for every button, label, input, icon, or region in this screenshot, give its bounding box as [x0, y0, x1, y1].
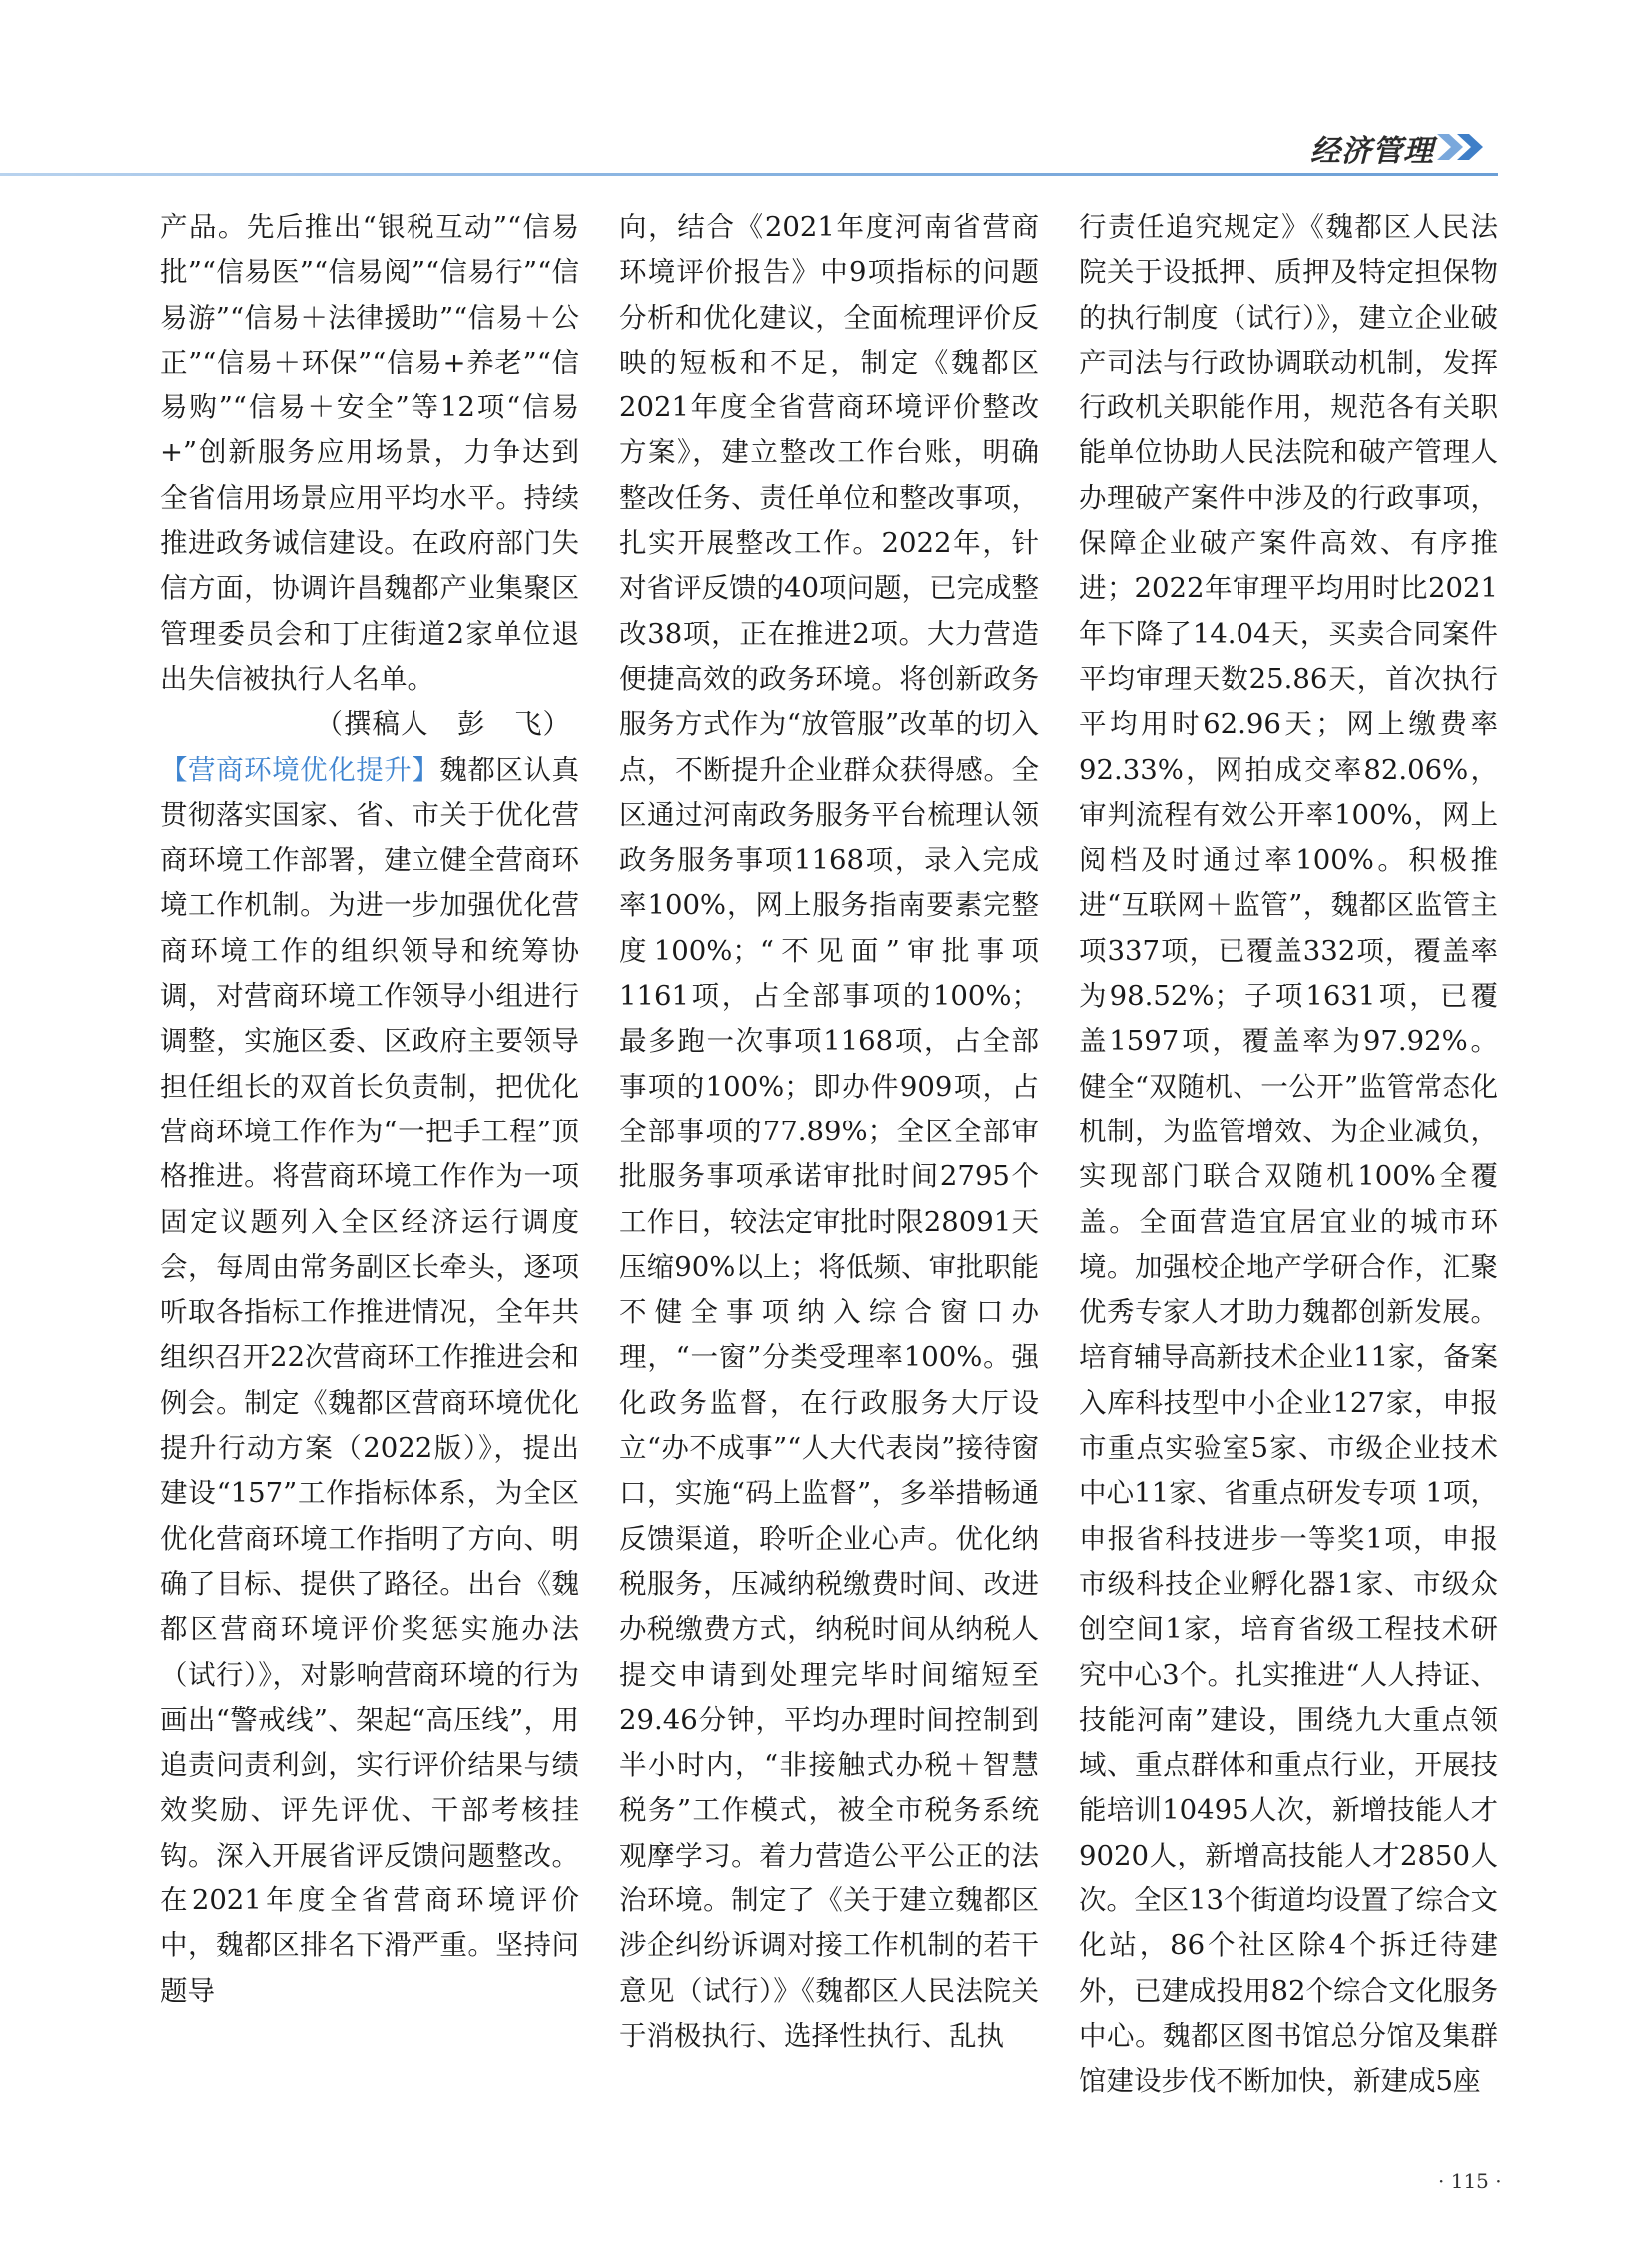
text-column-1: [160, 205, 579, 2014]
section-heading: 【营商环境优化提升】: [160, 753, 440, 786]
section-title: 经济管理: [1310, 134, 1434, 169]
author-byline: （撰稿人 彭 飞）: [315, 708, 571, 741]
page-number: · 115 ·: [1438, 2169, 1502, 2193]
paragraph-text: 魏都区认真贯彻落实国家、省、市关于优化营商环境工作部署，建立健全营商环境工作机制。为进一步加强优化营商环境工作的组织领导和统筹协调，对营商环境工作领导小组进行调整，实施区委、区政府主要领导担任组长的双首长负责制，把优化营商环境工作作为“一把手工程”顶格推进。将营商环境工作作为一项固定议题列入全区经济运行调度会，每周由常务副区长牵头，逐项听取各指标工作推进情况，全年共组织召开22次营商环工作推进会和例会。制定《魏都区营商环境优化提升行动方案（2022版）》，提出建设“157”工作指标体系，为全区优化营商环境工作指明了方向、明确了目标、提供了路径。出台《魏都区营商环境评价奖惩实施办法（试行）》，对影响营商环境的行为画出“警戒线”、架起“高压线”，用追责问责利剑，实行评价结果与绩效奖励、评先评优、干部考核挂钩。深入开展省评反馈问题整改。在2021年度全省营商环境评价中，魏都区排名下滑严重。坚持问题导: [160, 753, 580, 2007]
paragraph: 产品。先后推出“银税互动”“信易批”“信易医”“信易阅”“信易行”“信易游”“信易＋法律援助”“信易＋公正”“信易＋环保”“信易+养老”“信易购”“信易＋安全”等12项“信易+”创新服务应用场景，力争达到全省信用场景应用平均水平。持续推进政务诚信建设。在政府部门失信方面，协调许昌魏都产业集聚区管理委员会和丁庄街道2家单位退出失信被执行人名单。: [160, 211, 579, 695]
double-chevron-right-icon: [1433, 130, 1493, 164]
paragraph: 向，结合《2021年度河南省营商环境评价报告》中9项指标的问题分析和优化建议，全面梳理评价反映的短板和不足，制定《魏都区2021年度全省营商环境评价整改方案》，建立整改工作台账，明确整改任务、责任单位和整改事项，扎实开展整改工作。2022年，针对省评反馈的40项问题，已完成整改38项，正在推进2项。大力营造便捷高效的政务环境。将创新政务服务方式作为“放管服”改革的切入点，不断提升企业群众获得感。全区通过河南政务服务平台梳理认领政务服务事项1168项，录入完成率100%，网上服务指南要素完整度100%；“不见面”审批事项1161项，占全部事项的100%；最多跑一次事项1168项，占全部事项的100%；即办件909项，占全部事项的77.89%；全区全部审批服务事项承诺审批时间2795个工作日，较法定审批时限28091天压缩90%以上；将低频、审批职能不健全事项纳入综合窗口办理，“一窗”分类受理率100%。强化政务监督，在行政服务大厅设立“办不成事”“人大代表岗”接待窗口，实施“码上监督”，多举措畅通反馈渠道，聆听企业心声。优化纳税服务，压减纳税缴费时间、改进办税缴费方式，纳税时间从纳税人提交申请到处理完毕时间缩短至29.46分钟，平均办理时间控制到半小时内，“非接触式办税＋智慧税务”工作模式，被全市税务系统观摩学习。着力营造公平公正的法治环境。制定了《关于建立魏都区涉企纠纷诉调对接工作机制的若干意见（试行）》《魏都区人民法院关于消极执行、选择性执行、乱执: [619, 211, 1039, 2052]
text-column-2: [619, 205, 1039, 2059]
paragraph: [160, 748, 579, 2014]
paragraph: 行责任追究规定》《魏都区人民法院关于设抵押、质押及特定担保物的执行制度（试行）》，建立企业破产司法与行政协调联动机制，发挥行政机关职能作用，规范各有关职能单位协助人民法院和破产管理人办理破产案件中涉及的行政事项，保障企业破产案件高效、有序推进；2022年审理平均用时比2021年下降了14.04天，买卖合同案件平均审理天数25.86天，首次执行平均用时62.96天；网上缴费率92.33%，网拍成交率82.06%，审判流程有效公开率100%，网上阅档及时通过率100%。积极推进“互联网＋监管”，魏都区监管主项337项，已覆盖332项，覆盖率为98.52%；子项1631项，已覆盖1597项，覆盖率为97.92%。健全“双随机、一公开”监管常态化机制，为监管增效、为企业减负，实现部门联合双随机100%全覆盖。全面营造宜居宜业的城市环境。加强校企地产学研合作，汇聚优秀专家人才助力魏都创新发展。培育辅导高新技术企业11家，备案入库科技型中小企业127家，申报市重点实验室5家、市级企业技术中心11家、省重点研发专项 1项，申报省科技进步一等奖1项，申报市级科技企业孵化器1家、市级众创空间1家，培育省级工程技术研究中心3个。扎实推进“人人持证、技能河南”建设，围绕九大重点领域、重点群体和重点行业，开展技能培训10495人次，新增技能人才9020人，新增高技能人才2850人次。全区13个街道均设置了综合文化站，86个社区除4个拆迁待建外，已建成投用82个综合文化服务中心。魏都区图书馆总分馆及集群馆建设步伐不断加快，新建成5座: [1079, 211, 1498, 2098]
text-column-3: [1079, 205, 1498, 2104]
header-rule: [0, 173, 1498, 176]
